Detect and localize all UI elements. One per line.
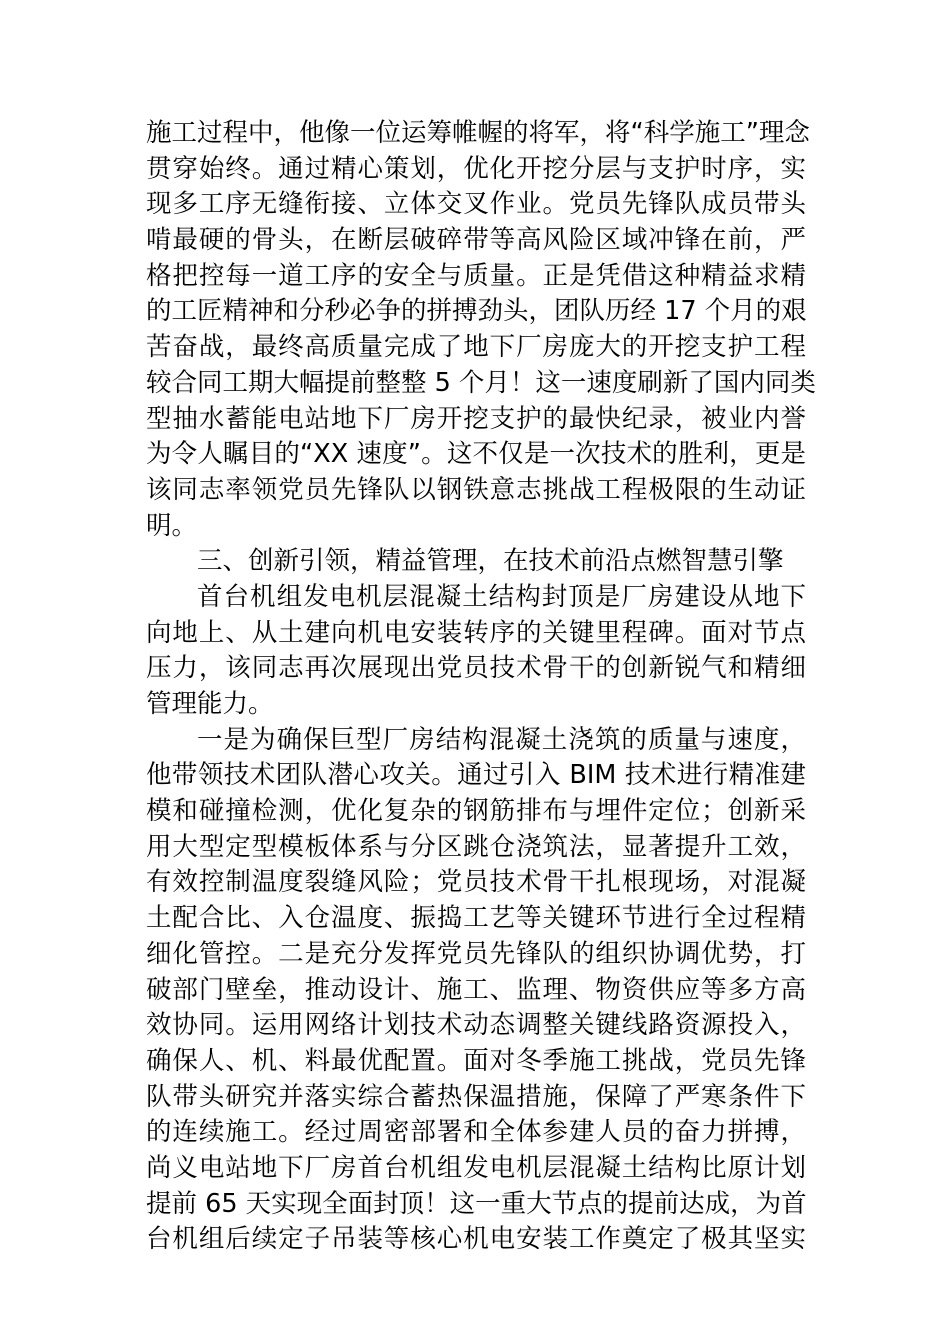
text-line: 效协同。运用网络计划技术动态调整关键线路资源投入， xyxy=(146,1010,806,1041)
text-line: 施工过程中，他像一位运筹帷幄的将军，将“科学施工”理念 xyxy=(146,118,810,148)
text-line: 台机组后续定子吊装等核心机电安装工作奠定了极其坚实 xyxy=(146,1224,806,1255)
text-line: 型抽水蓄能电站地下厂房开挖支护的最快纪录，被业内誉 xyxy=(146,403,806,434)
text-line: 管理能力。 xyxy=(146,689,274,719)
text-line: 尚义电站地下厂房首台机组发电机层混凝土结构比原计划 xyxy=(146,1152,806,1183)
text-line: 该同志率领党员先锋队以钢铁意志挑战工程极限的生动证 xyxy=(146,474,806,505)
document-body xyxy=(146,116,816,1258)
text-line: 破部门壁垒，推动设计、施工、监理、物资供应等多方高 xyxy=(146,974,806,1005)
text-line: 的工匠精神和分秒必争的拼搏劲头，团队历经 17 个月的艰 xyxy=(146,296,807,327)
text-line: 细化管控。二是充分发挥党员先锋队的组织协调优势，打 xyxy=(146,938,806,969)
text-line: 队带头研究并落实综合蓄热保温措施，保障了严寒条件下 xyxy=(146,1081,806,1112)
text-line: 的连续施工。经过周密部署和全体参建人员的奋力拼搏， xyxy=(146,1117,806,1148)
text-line: 格把控每一道工序的安全与质量。正是凭借这种精益求精 xyxy=(146,260,806,291)
text-line: 较合同工期大幅提前整整 5 个月！这一速度刷新了国内同类 xyxy=(146,367,816,398)
text-line: 用大型定型模板体系与分区跳仓浇筑法，显著提升工效， xyxy=(146,831,806,862)
text-line: 贯穿始终。通过精心策划，优化开挖分层与支护时序，实 xyxy=(146,153,806,184)
text-line: 确保人、机、料最优配置。面对冬季施工挑战，党员先锋 xyxy=(146,1045,806,1076)
text-line: 啃最硬的骨头，在断层破碎带等高风险区域冲锋在前，严 xyxy=(146,225,806,256)
text-line: 他带领技术团队潜心攻关。通过引入 BIM 技术进行精准建 xyxy=(146,760,806,791)
text-line: 提前 65 天实现全面封顶！这一重大节点的提前达成，为首 xyxy=(146,1188,807,1219)
text-line: 压力，该同志再次展现出党员技术骨干的创新锐气和精细 xyxy=(146,653,806,684)
section-heading: 三、创新引领，精益管理，在技术前沿点燃智慧引擎 xyxy=(197,546,784,577)
text-line: 一是为确保巨型厂房结构混凝土浇筑的质量与速度， xyxy=(197,724,806,755)
text-line: 模和碰撞检测，优化复杂的钢筋排布与埋件定位；创新采 xyxy=(146,796,806,827)
text-line: 为令人瞩目的“XX 速度”。这不仅是一次技术的胜利，更是 xyxy=(146,439,806,470)
text-line: 首台机组发电机层混凝土结构封顶是厂房建设从地下 xyxy=(197,581,806,612)
text-line: 现多工序无缝衔接、立体交叉作业。党员先锋队成员带头 xyxy=(146,189,806,220)
text-line: 明。 xyxy=(146,510,198,541)
text-line: 向地上、从土建向机电安装转序的关键里程碑。面对节点 xyxy=(146,617,806,648)
text-line: 苦奋战，最终高质量完成了地下厂房庞大的开挖支护工程 xyxy=(146,332,806,363)
text-line: 土配合比、入仓温度、振捣工艺等关键环节进行全过程精 xyxy=(146,903,806,934)
text-line: 有效控制温度裂缝风险；党员技术骨干扎根现场，对混凝 xyxy=(146,867,806,898)
